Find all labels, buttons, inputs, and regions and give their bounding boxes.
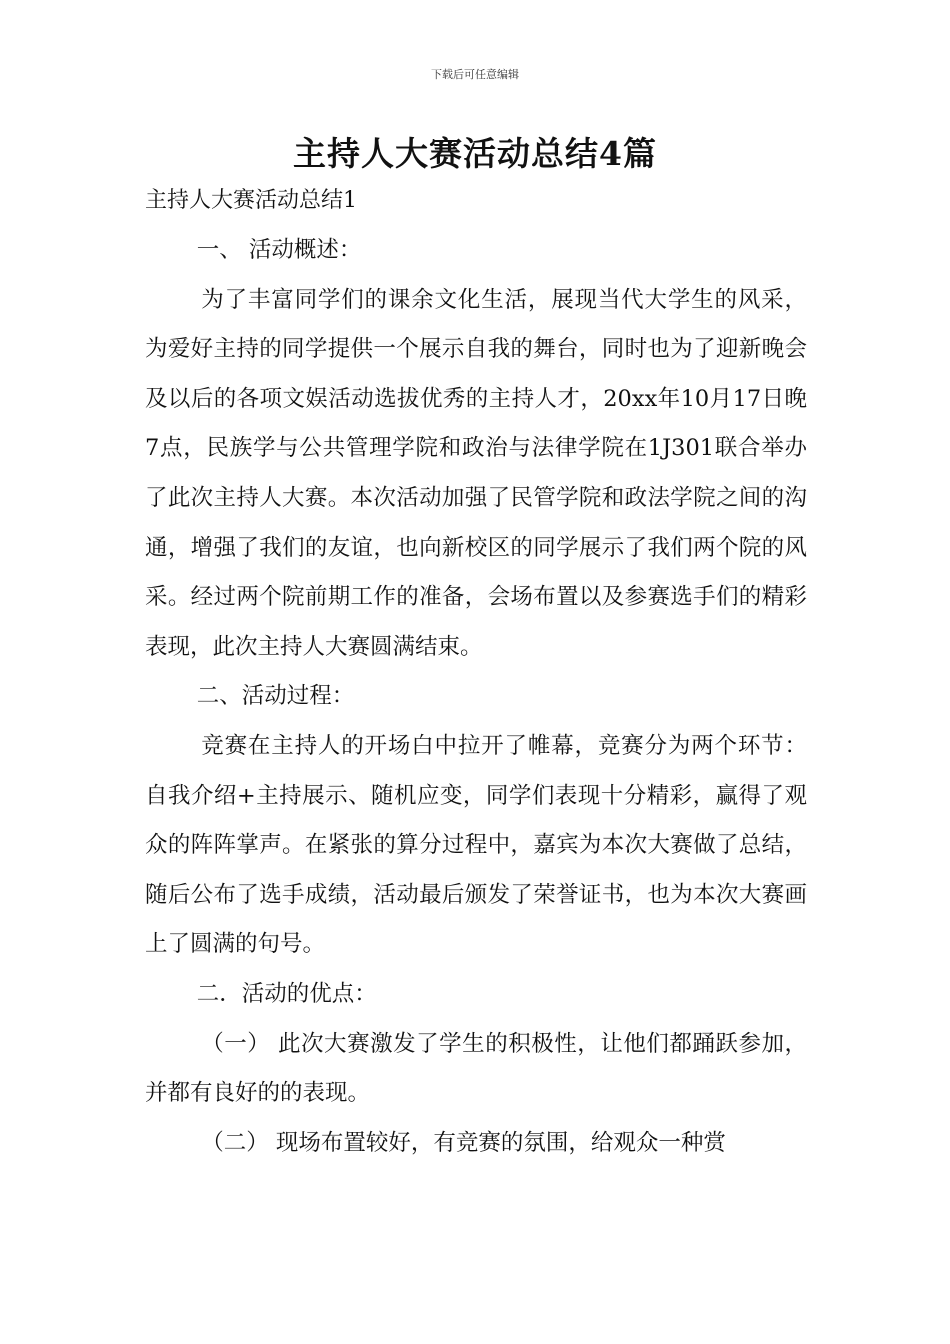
header-note: 下载后可任意编辑 <box>431 68 519 81</box>
advantage-item-2: （二） 现场布置较好，有竞赛的氛围，给观众一种赏 <box>201 1129 726 1156</box>
advantage-item-1: （一） 此次大赛激发了学生的积极性，让他们都踊跃参加，并都有良好的的表现。 <box>145 1030 807 1107</box>
advantages-heading: 二．活动的优点： <box>196 980 377 1007</box>
process-heading: 二、活动过程： <box>196 683 355 710</box>
section-subtitle: 主持人大赛活动总结1 <box>145 188 357 213</box>
overview-heading: 一、 活动概述： <box>196 237 362 263</box>
overview-paragraph: 为了丰富同学们的课余文化生活，展现当代大学生的风采，为爱好主持的同学提供一个展示自我的舞台，同时也为了迎新晚会及以后的各项文娱活动选拔优秀的主持人才，20xx年10月17日晚7点，民族学与公共管理学院和政治与法律学院在1J301联合举办了此次主持人大赛。本次活动加强了民管学院和政法学院之间的沟通，增强了我们的友谊，也向新校区的同学展示了我们两个院的风采。经过两个院前期工作的准备，会场布置以及参赛选手们的精彩表现，此次主持人大赛圆满结束。 <box>145 286 807 660</box>
document-title: 主持人大赛活动总结4篇 <box>293 134 657 173</box>
process-paragraph: 竞赛在主持人的开场白中拉开了帷幕，竞赛分为两个环节：自我介绍+主持展示、随机应变，同学们表现十分精彩，赢得了观众的阵阵掌声。在紧张的算分过程中，嘉宾为本次大赛做了总结，随后公布了选手成绩，活动最后颁发了荣誉证书，也为本次大赛画上了圆满的句号。 <box>145 732 807 958</box>
document-body <box>145 226 807 1168</box>
